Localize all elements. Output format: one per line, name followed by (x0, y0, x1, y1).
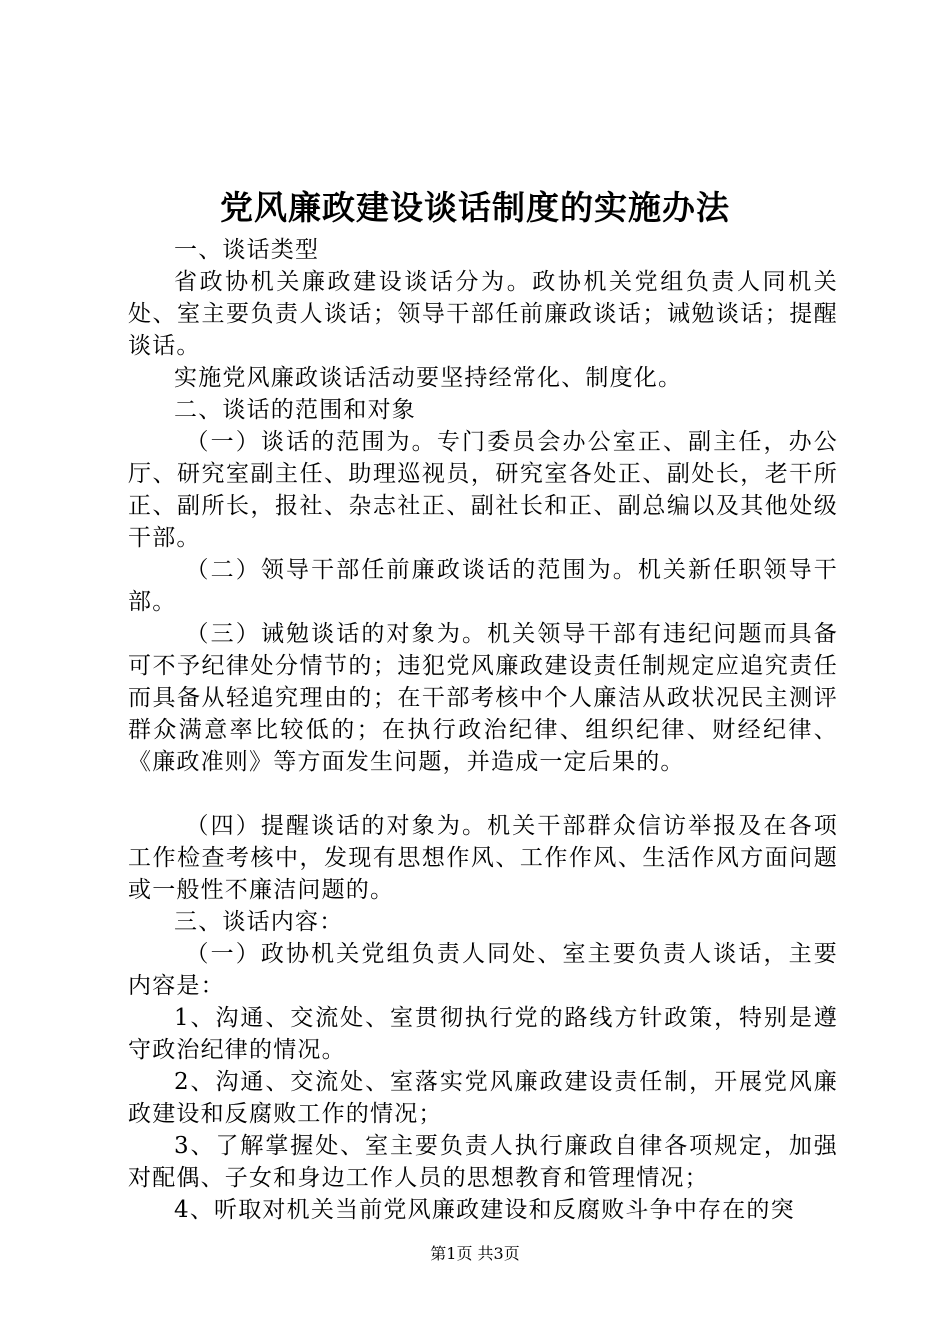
page-number-footer: 第1页 共3页 (430, 1244, 520, 1263)
section-heading-1: 一、谈话类型 (174, 237, 320, 263)
list-item: 2、沟通、交流处、室落实党风廉政建设责任制，开展党风廉政建设和反腐败工作的情况； (128, 1069, 838, 1127)
section-heading-2: 二、谈话的范围和对象 (174, 397, 416, 423)
list-item: 1、沟通、交流处、室贯彻执行党的路线方针政策，特别是遵守政治纪律的情况。 (128, 1005, 838, 1063)
paragraph: （一）谈话的范围为。专门委员会办公室正、副主任，办公厅、研究室副主任、助理巡视员，研究室各处正、副处长，老干所正、副所长，报社、杂志社正、副社长和正、副总编以及其他处级干部。 (128, 429, 838, 551)
section-heading-3: 三、谈话内容： (174, 909, 344, 935)
document-body (128, 234, 838, 1226)
paragraph: 省政协机关廉政建设谈话分为。政协机关党组负责人同机关处、室主要负责人谈话；领导干部任前廉政谈话；诫勉谈话；提醒谈话。 (128, 269, 838, 359)
paragraph: （四）提醒谈话的对象为。机关干部群众信访举报及在各项工作检查考核中，发现有思想作风、工作作风、生活作风方面问题或一般性不廉洁问题的。 (128, 813, 838, 903)
paragraph: （三）诫勉谈话的对象为。机关领导干部有违纪问题而具备可不予纪律处分情节的；违犯党风廉政建设责任制规定应追究责任而具备从轻追究理由的；在干部考核中个人廉洁从政状况民主测评群众满意率比较低的；在执行政治纪律、组织纪律、财经纪律、《廉政准则》等方面发生问题，并造成一定后果的。 (128, 621, 838, 775)
paragraph-spacer (128, 778, 838, 810)
list-item: 3、了解掌握处、室主要负责人执行廉政自律各项规定，加强对配偶、子女和身边工作人员的思想教育和管理情况； (128, 1133, 838, 1191)
list-item: 4、听取对机关当前党风廉政建设和反腐败斗争中存在的突 (174, 1197, 795, 1223)
paragraph: 实施党风廉政谈话活动要坚持经常化、制度化。 (174, 365, 683, 391)
document-title: 党风廉政建设谈话制度的实施办法 (220, 188, 730, 227)
paragraph: （二）领导干部任前廉政谈话的范围为。机关新任职领导干部。 (128, 557, 838, 615)
paragraph: （一）政协机关党组负责人同处、室主要负责人谈话，主要内容是： (128, 941, 838, 999)
